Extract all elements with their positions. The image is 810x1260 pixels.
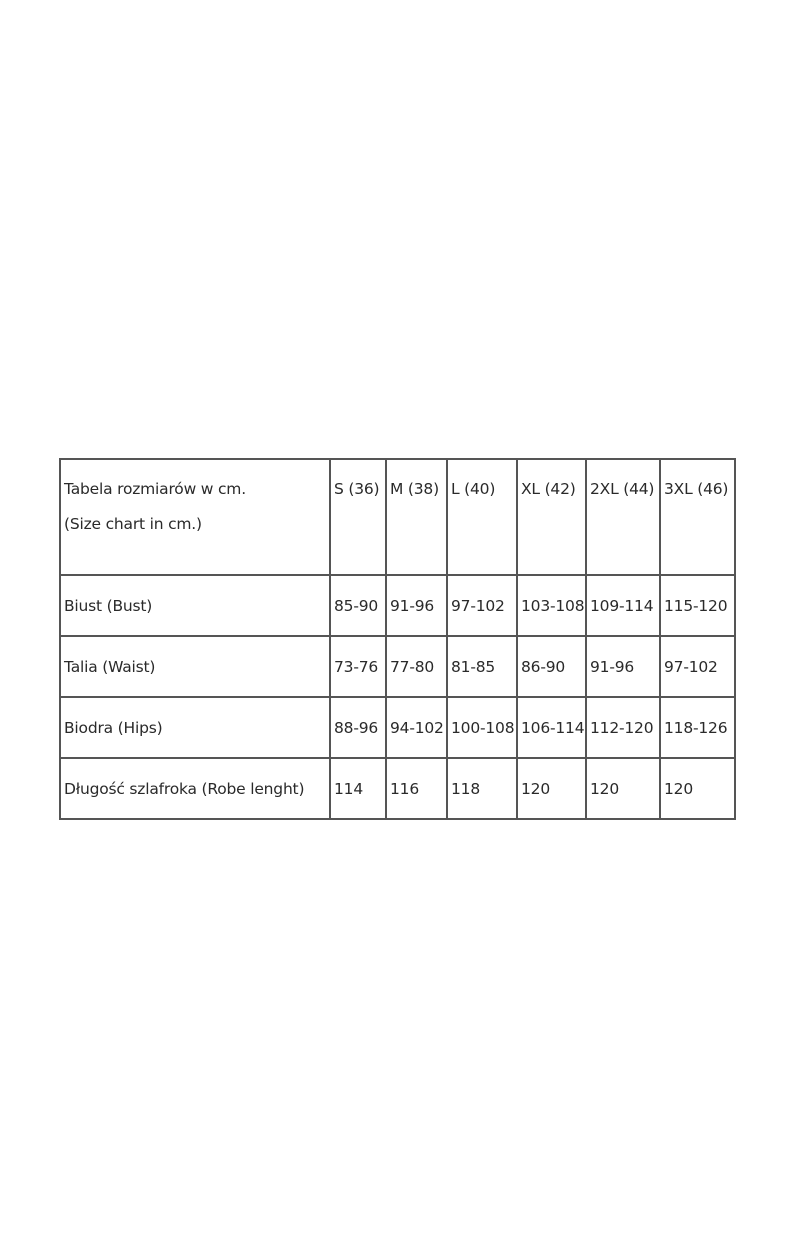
row-label-hips: Biodra (Hips) [60,697,330,758]
table-cell: 115-120 [660,575,735,636]
row-label-bust: Biust (Bust) [60,575,330,636]
table-cell: 100-108 [447,697,517,758]
table-row-bust [60,575,735,636]
table-cell: 120 [517,758,586,819]
size-header-row [60,459,735,575]
table-cell: 91-96 [386,575,447,636]
table-cell: 86-90 [517,636,586,697]
table-cell: 120 [660,758,735,819]
row-label-waist: Talia (Waist) [60,636,330,697]
table-cell: 114 [330,758,386,819]
table-subtitle: (Size chart in cm.) [64,515,202,533]
size-chart-table [59,458,736,820]
table-cell: 97-102 [660,636,735,697]
table-title: Tabela rozmiarów w cm. [64,480,246,498]
table-cell: 106-114 [517,697,586,758]
table-cell: 103-108 [517,575,586,636]
size-header-xl: XL (42) [517,459,586,575]
table-cell: 91-96 [586,636,660,697]
table-cell: 97-102 [447,575,517,636]
size-header-l: L (40) [447,459,517,575]
table-row-robe-length [60,758,735,819]
table-row-hips [60,697,735,758]
table-cell: 73-76 [330,636,386,697]
table-cell: 118 [447,758,517,819]
row-label-robe-length: Długość szlafroka (Robe lenght) [60,758,330,819]
size-header-s: S (36) [330,459,386,575]
table-cell: 94-102 [386,697,447,758]
table-cell: 118-126 [660,697,735,758]
table-cell: 112-120 [586,697,660,758]
table-cell: 88-96 [330,697,386,758]
size-header-3xl: 3XL (46) [660,459,735,575]
size-header-2xl: 2XL (44) [586,459,660,575]
table-cell: 81-85 [447,636,517,697]
table-cell: 77-80 [386,636,447,697]
table-row-waist [60,636,735,697]
table-cell: 120 [586,758,660,819]
table-title-cell [60,459,330,575]
table-cell: 116 [386,758,447,819]
table-cell: 85-90 [330,575,386,636]
size-header-m: M (38) [386,459,447,575]
table-cell: 109-114 [586,575,660,636]
